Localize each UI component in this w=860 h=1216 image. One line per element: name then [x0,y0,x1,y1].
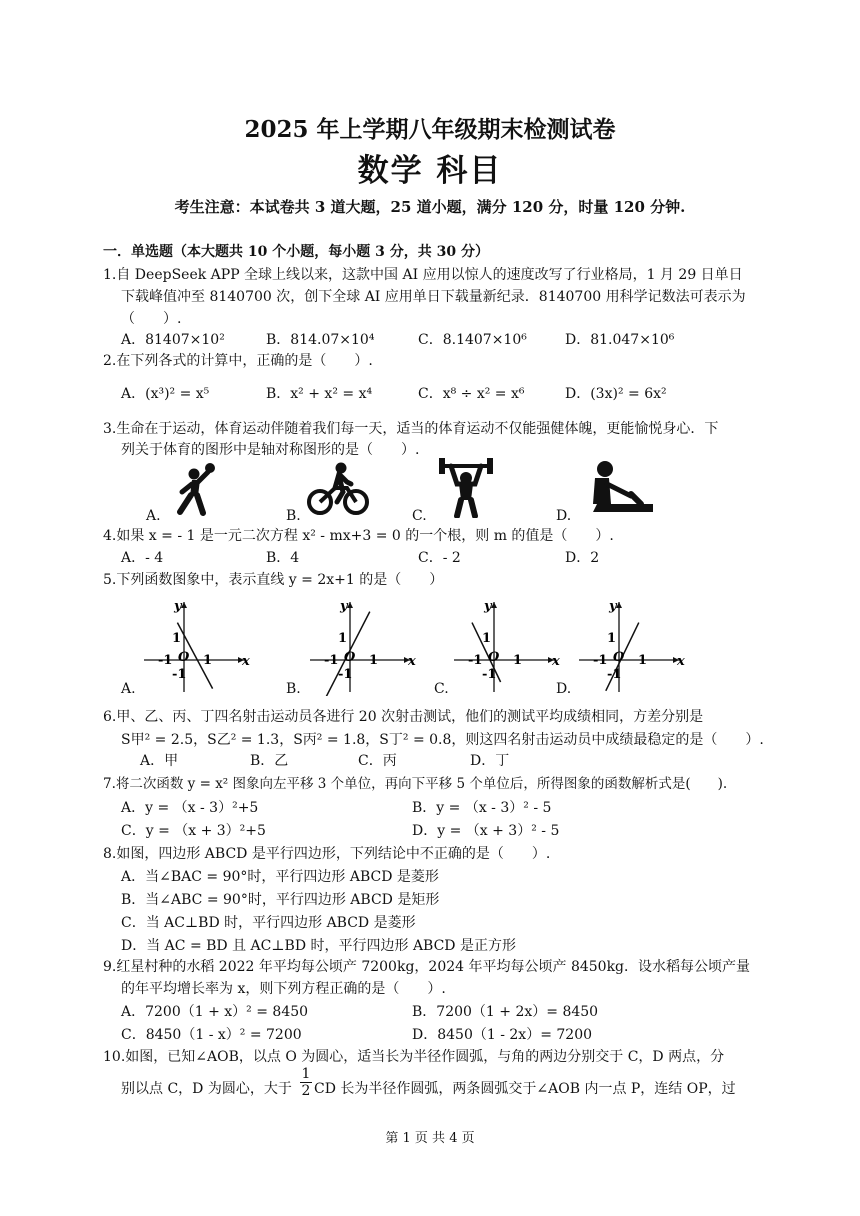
x-axis-label: x [408,654,416,669]
q1-option-c: C．8.1407×10⁶ [418,332,527,348]
q8-option-b: B．当∠ABC = 90°时，平行四边形 ABCD 是矩形 [121,892,440,908]
q2-option-d: D．(3x)² = 6x² [565,386,667,402]
q9-option-d: D．8450（1 - 2x）= 7200 [412,1027,593,1043]
q4-option-b: B．4 [266,550,300,566]
q4-option-a: A．- 4 [121,550,164,566]
q1-line3: （ ）. [121,311,182,327]
q3-option-d: D. [556,508,572,524]
q2-option-c: C．x⁸ ÷ x² = x⁶ [418,386,525,402]
y-axis-arrow [616,602,622,608]
q10-line2-part1: 别以点 C，D 为圆心，大于 [121,1081,292,1097]
q8-option-d: D．当 AC = BD 且 AC⊥BD 时，平行四边形 ABCD 是正方形 [121,938,516,954]
y-axis-arrow [347,602,353,608]
q6-line2: S甲² = 2.5，S乙² = 1.3，S丙² = 1.8，S丁² = 0.8，则这四名射击运动员中成绩最稳定的是（ ）. [121,732,764,748]
q5-option-d: D. [556,681,572,697]
q1-option-d: D．81.047×10⁶ [565,332,675,348]
origin-label: O [344,650,356,665]
x-tick-label-neg1: -1 [158,653,173,668]
q6-line1: 6.甲、乙、丙、丁四名射击运动员各进行 20 次射击测试，他们的测试平均成绩相同，方差分别是 [103,709,704,725]
q6-option-c: C．丙 [358,753,397,769]
y-tick-label-1: 1 [338,631,348,646]
x-axis-label: x [677,654,685,669]
y-axis-arrow [491,602,497,608]
subject-title: 数学 科目 [357,153,503,189]
q9-option-c: C．8450（1 - x）² = 7200 [121,1027,302,1043]
q5-stem: 5.下列函数图象中，表示直线 y = 2x+1 的是（ ） [103,572,444,588]
x-tick-label-neg1: -1 [324,653,339,668]
section-heading: 一．单选题（本大题共 10 个小题，每小题 3 分，共 30 分） [103,244,489,260]
q5-graph-a [140,596,252,696]
y-tick-label-neg1: -1 [482,667,497,682]
y-tick-label-1: 1 [172,631,182,646]
x-tick-label-neg1: -1 [468,653,483,668]
page-footer: 第 1 页 共 4 页 [385,1131,475,1146]
q8-stem: 8.如图，四边形 ABCD 是平行四边形，下列结论中不正确的是（ ）. [103,846,551,862]
x-axis-label: x [552,654,560,669]
q5-graph-d [575,596,687,696]
y-axis-label: y [340,599,348,614]
cyclist-icon [307,462,369,521]
q4-option-c: C．- 2 [418,550,461,566]
q1-option-a: A．81407×10² [121,332,225,348]
q6-option-b: B．乙 [250,753,289,769]
q10-line1: 10.如图，已知∠AOB，以点 O 为圆心，适当长为半径作圆弧，与角的两边分别交于 C，D 两点，分 [103,1049,725,1065]
q8-option-c: C．当 AC⊥BD 时，平行四边形 ABCD 是菱形 [121,915,416,931]
q5-option-a: A. [121,681,136,697]
x-tick-label-1: 1 [369,653,379,668]
q5-graph-c [450,596,562,696]
x-tick-label-1: 1 [513,653,523,668]
origin-label: O [488,650,500,665]
origin-label: O [178,650,190,665]
q7-stem: 7.将二次函数 y = x² 图象向左平移 3 个单位，再向下平移 5 个单位后，所得图象的函数解析式是( ). [103,776,728,792]
q5-graph-b [306,596,418,696]
q7-option-b: B．y = （x - 3）² - 5 [412,800,552,816]
q5-option-c: C. [434,681,449,697]
y-axis-label: y [484,599,492,614]
q3-option-a: A. [146,508,161,524]
y-tick-label-neg1: -1 [607,667,622,682]
q1-line1: 1.自 DeepSeek APP 全球上线以来，这款中国 AI 应用以惊人的速度改写了行业格局，1 月 29 日单日 [103,267,743,283]
x-tick-label-neg1: -1 [593,653,608,668]
x-tick-label-1: 1 [203,653,213,668]
q5-option-b: B. [286,681,301,697]
y-tick-label-1: 1 [607,631,617,646]
q1-option-b: B．814.07×10⁴ [266,332,375,348]
x-axis-label: x [242,654,250,669]
y-axis-label: y [174,599,182,614]
q7-option-c: C．y = （x + 3）²+5 [121,823,266,839]
exam-title: 2025 年上学期八年级期末检测试卷 [244,116,616,143]
stretching-person-icon [585,460,657,522]
q6-option-a: A．甲 [140,753,179,769]
y-tick-label-neg1: -1 [338,667,353,682]
q2-option-b: B．x² + x² = x⁴ [266,386,373,402]
q4-stem: 4.如果 x = - 1 是一元二次方程 x² - mx+3 = 0 的一个根，则 m 的值是（ ）. [103,528,614,544]
q3-line1: 3.生命在于运动，体育运动伴随着我们每一天，适当的体育运动不仅能强健体魄，更能愉悦身心．下 [103,421,719,437]
fraction-denominator: 2 [301,1083,311,1099]
fraction-numerator: 1 [301,1066,311,1082]
y-axis-arrow [181,602,187,608]
q9-line2: 的年平均增长率为 x，则下列方程正确的是（ ）. [121,981,446,997]
exam-notice: 考生注意：本试卷共 3 道大题，25 道小题，满分 120 分，时量 120 分钟. [174,198,686,216]
q7-option-d: D．y = （x + 3）² - 5 [412,823,560,839]
q9-line1: 9.红星村种的水稻 2022 年平均每公顷产 7200kg，2024 年平均每公顷产 8450kg．设水稻每公顷产量 [103,959,751,975]
q9-option-b: B．7200（1 + 2x）= 8450 [412,1004,599,1020]
y-tick-label-neg1: -1 [172,667,187,682]
q4-option-d: D．2 [565,550,600,566]
q2-stem: 2.在下列各式的计算中，正确的是（ ）. [103,353,373,369]
q3-option-c: C. [412,508,427,524]
q10-line2-part2: CD 长为半径作圆弧，两条圆弧交于∠AOB 内一点 P，连结 OP，过 [314,1081,736,1097]
q6-option-d: D．丁 [470,753,510,769]
q2-option-a: A．(x³)² = x⁵ [121,386,210,402]
q10-fraction [300,1066,312,1099]
x-tick-label-1: 1 [638,653,648,668]
origin-label: O [613,650,625,665]
q1-line2: 下载峰值冲至 8140700 次，创下全球 AI 应用单日下载量新纪录．8140700 用科学记数法可表示为 [121,289,746,305]
y-axis-label: y [609,599,617,614]
q8-option-a: A．当∠BAC = 90°时，平行四边形 ABCD 是菱形 [121,869,439,885]
q9-option-a: A．7200（1 + x）² = 8450 [121,1004,309,1020]
volleyball-player-icon [170,462,220,521]
q3-option-b: B. [286,508,301,524]
q7-option-a: A．y = （x - 3）²+5 [121,800,259,816]
y-tick-label-1: 1 [482,631,492,646]
weightlifter-icon [437,458,495,522]
q3-line2: 列关于体育的图形中是轴对称图形的是（ ）. [121,442,420,458]
